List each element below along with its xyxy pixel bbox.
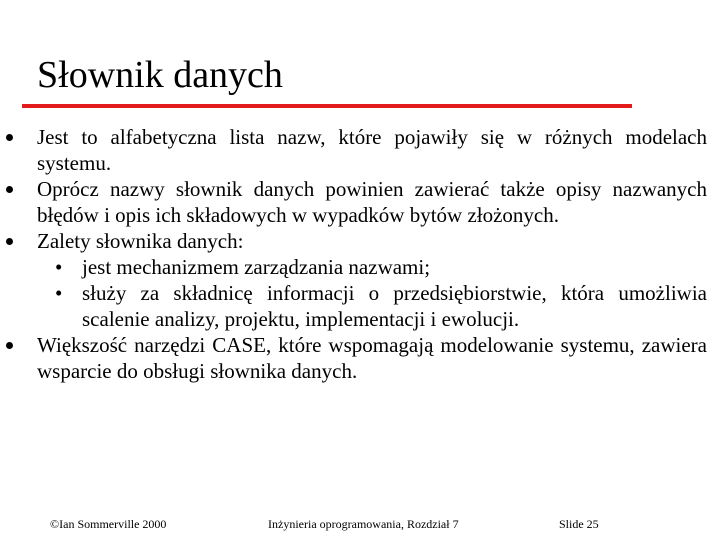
sub-bullet-marker: • xyxy=(55,281,63,305)
slide-title: Słownik danych xyxy=(37,54,283,96)
bullet-item xyxy=(37,124,707,176)
footer-copyright: ©Ian Sommerville 2000 xyxy=(50,517,167,531)
title-underline xyxy=(22,104,632,108)
bullet-item xyxy=(37,228,707,254)
bullet-dot-icon xyxy=(6,238,13,245)
bullet-item xyxy=(37,332,707,384)
bullet-text: Jest to alfabetyczna lista nazw, które pojawiły się w różnych modelach systemu. xyxy=(37,125,707,175)
sub-bullet-item xyxy=(55,280,707,332)
bullet-list xyxy=(37,124,707,384)
bullet-text: Oprócz nazwy słownik danych powinien zawierać także opisy nazwanych błędów i opis ich składowych w wypadków bytów złożonych. xyxy=(37,177,707,227)
bullet-dot-icon xyxy=(6,186,13,193)
bullet-dot-icon xyxy=(6,134,13,141)
sub-bullet-text: jest mechanizmem zarządzania nazwami; xyxy=(82,255,431,279)
bullet-text: Większość narzędzi CASE, które wspomagają modelowanie systemu, zawiera wsparcie do obsługi słownika danych. xyxy=(37,333,707,383)
footer-course: Inżynieria oprogramowania, Rozdział 7 xyxy=(268,517,459,531)
bullet-item xyxy=(37,176,707,228)
sub-bullet-text: służy za składnicę informacji o przedsiębiorstwie, która umożliwia scalenie analizy, projektu, implementacji i ewolucji. xyxy=(82,281,707,331)
footer-slide-number: Slide 25 xyxy=(559,517,599,531)
sub-bullet-marker: • xyxy=(55,255,63,279)
sub-bullet-item xyxy=(55,254,707,280)
bullet-text: Zalety słownika danych: xyxy=(37,229,244,253)
bullet-dot-icon xyxy=(6,342,13,349)
